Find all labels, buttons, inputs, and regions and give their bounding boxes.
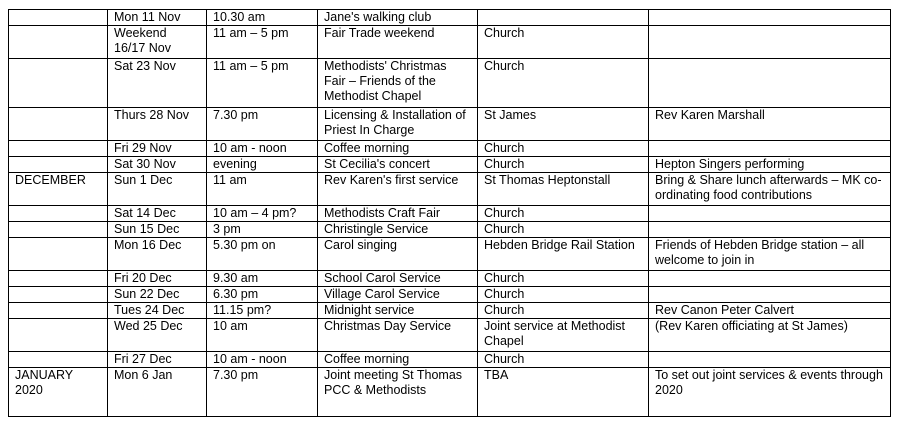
- cell-venue: Church: [478, 26, 649, 59]
- cell-date: Thurs 28 Nov: [108, 108, 207, 141]
- cell-venue: Church: [478, 287, 649, 303]
- cell-month: [9, 26, 108, 59]
- cell-date: Sun 1 Dec: [108, 173, 207, 206]
- cell-month: DECEMBER: [9, 173, 108, 206]
- cell-month: [9, 352, 108, 368]
- cell-notes: [649, 59, 891, 108]
- cell-venue: Church: [478, 206, 649, 222]
- cell-month: [9, 10, 108, 26]
- cell-notes: [649, 141, 891, 157]
- cell-event: Rev Karen's first service: [318, 173, 478, 206]
- cell-event: St Cecilia's concert: [318, 157, 478, 173]
- cell-time: 10.30 am: [207, 10, 318, 26]
- cell-event: Licensing & Installation of Priest In Charge: [318, 108, 478, 141]
- table-row: [9, 141, 891, 157]
- cell-date: Fri 27 Dec: [108, 352, 207, 368]
- cell-time: 3 pm: [207, 222, 318, 238]
- cell-month: JANUARY 2020: [9, 368, 108, 417]
- cell-event: Coffee morning: [318, 141, 478, 157]
- cell-date: Tues 24 Dec: [108, 303, 207, 319]
- cell-venue: TBA: [478, 368, 649, 417]
- cell-date: Mon 11 Nov: [108, 10, 207, 26]
- cell-notes: [649, 287, 891, 303]
- table-row: [9, 206, 891, 222]
- cell-venue: Hebden Bridge Rail Station: [478, 238, 649, 271]
- table-row: [9, 303, 891, 319]
- cell-date: Sat 23 Nov: [108, 59, 207, 108]
- cell-time: 11 am – 5 pm: [207, 26, 318, 59]
- cell-date: Weekend 16/17 Nov: [108, 26, 207, 59]
- cell-venue: Church: [478, 271, 649, 287]
- cell-notes: Friends of Hebden Bridge station – all welcome to join in: [649, 238, 891, 271]
- cell-notes: [649, 206, 891, 222]
- cell-event: Joint meeting St Thomas PCC & Methodists: [318, 368, 478, 417]
- cell-month: [9, 319, 108, 352]
- cell-venue: St Thomas Heptonstall: [478, 173, 649, 206]
- cell-month: [9, 238, 108, 271]
- cell-time: 7.30 pm: [207, 108, 318, 141]
- cell-time: 10 am - noon: [207, 141, 318, 157]
- cell-venue: Church: [478, 303, 649, 319]
- table-row: [9, 319, 891, 352]
- cell-date: Mon 6 Jan: [108, 368, 207, 417]
- cell-time: 10 am: [207, 319, 318, 352]
- table-row: [9, 10, 891, 26]
- cell-time: 11 am – 5 pm: [207, 59, 318, 108]
- cell-notes: Hepton Singers performing: [649, 157, 891, 173]
- table-row: [9, 108, 891, 141]
- cell-month: [9, 222, 108, 238]
- cell-event: Methodists' Christmas Fair – Friends of the Methodist Chapel: [318, 59, 478, 108]
- cell-venue: [478, 10, 649, 26]
- cell-event: Coffee morning: [318, 352, 478, 368]
- events-table-body: [9, 10, 891, 417]
- cell-time: 9.30 am: [207, 271, 318, 287]
- table-row: [9, 352, 891, 368]
- cell-event: Fair Trade weekend: [318, 26, 478, 59]
- cell-event: Village Carol Service: [318, 287, 478, 303]
- cell-time: 10 am - noon: [207, 352, 318, 368]
- cell-month: [9, 303, 108, 319]
- cell-notes: [649, 271, 891, 287]
- cell-month: [9, 59, 108, 108]
- cell-event: Christmas Day Service: [318, 319, 478, 352]
- cell-event: Christingle Service: [318, 222, 478, 238]
- table-row: [9, 222, 891, 238]
- table-row: [9, 26, 891, 59]
- cell-date: Sun 15 Dec: [108, 222, 207, 238]
- cell-date: Wed 25 Dec: [108, 319, 207, 352]
- cell-date: Mon 16 Dec: [108, 238, 207, 271]
- cell-venue: Church: [478, 141, 649, 157]
- cell-event: Midnight service: [318, 303, 478, 319]
- cell-notes: Rev Karen Marshall: [649, 108, 891, 141]
- cell-time: 11 am: [207, 173, 318, 206]
- cell-time: 11.15 pm?: [207, 303, 318, 319]
- table-row: [9, 238, 891, 271]
- cell-time: 10 am – 4 pm?: [207, 206, 318, 222]
- cell-event: School Carol Service: [318, 271, 478, 287]
- cell-notes: [649, 26, 891, 59]
- cell-month: [9, 141, 108, 157]
- cell-date: Fri 29 Nov: [108, 141, 207, 157]
- cell-time: 5.30 pm on: [207, 238, 318, 271]
- cell-month: [9, 157, 108, 173]
- cell-event: Jane's walking club: [318, 10, 478, 26]
- cell-venue: Church: [478, 352, 649, 368]
- cell-event: Carol singing: [318, 238, 478, 271]
- cell-month: [9, 271, 108, 287]
- cell-month: [9, 206, 108, 222]
- cell-time: evening: [207, 157, 318, 173]
- cell-venue: Church: [478, 157, 649, 173]
- cell-notes: [649, 352, 891, 368]
- cell-notes: To set out joint services & events through 2020: [649, 368, 891, 417]
- cell-date: Sat 30 Nov: [108, 157, 207, 173]
- cell-venue: Church: [478, 59, 649, 108]
- cell-notes: [649, 10, 891, 26]
- cell-date: Fri 20 Dec: [108, 271, 207, 287]
- cell-month: [9, 287, 108, 303]
- table-row: [9, 368, 891, 417]
- cell-venue: Joint service at Methodist Chapel: [478, 319, 649, 352]
- table-row: [9, 173, 891, 206]
- cell-event: Methodists Craft Fair: [318, 206, 478, 222]
- table-row: [9, 271, 891, 287]
- cell-date: Sat 14 Dec: [108, 206, 207, 222]
- cell-month: [9, 108, 108, 141]
- cell-date: Sun 22 Dec: [108, 287, 207, 303]
- table-row: [9, 157, 891, 173]
- cell-venue: Church: [478, 222, 649, 238]
- table-row: [9, 287, 891, 303]
- cell-venue: St James: [478, 108, 649, 141]
- cell-notes: (Rev Karen officiating at St James): [649, 319, 891, 352]
- events-table: [8, 9, 891, 417]
- cell-notes: Bring & Share lunch afterwards – MK co-ordinating food contributions: [649, 173, 891, 206]
- cell-time: 6.30 pm: [207, 287, 318, 303]
- table-row: [9, 59, 891, 108]
- cell-notes: Rev Canon Peter Calvert: [649, 303, 891, 319]
- cell-time: 7.30 pm: [207, 368, 318, 417]
- cell-notes: [649, 222, 891, 238]
